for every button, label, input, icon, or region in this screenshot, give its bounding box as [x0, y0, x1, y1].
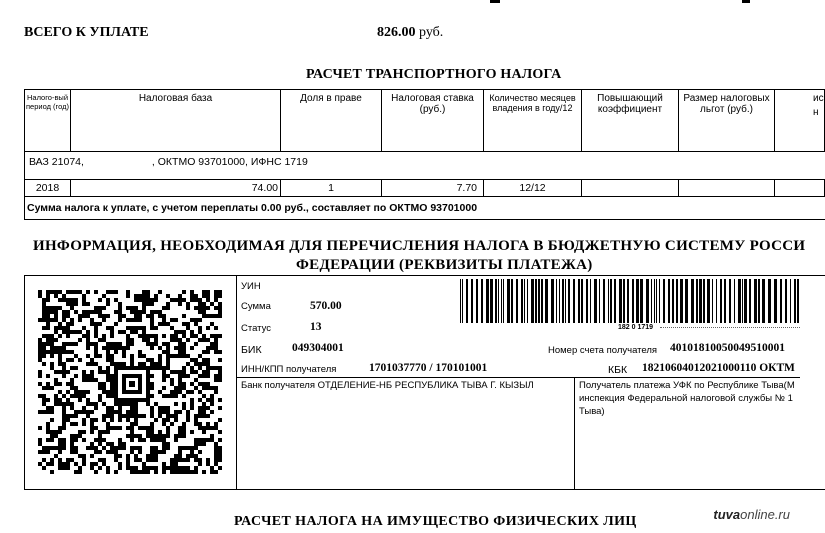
uin-label: УИН — [241, 281, 261, 292]
property-title: РАСЧЕТ НАЛОГА НА ИМУЩЕСТВО ФИЗИЧЕСКИХ ЛИЦ — [234, 514, 637, 529]
transport-title: РАСЧЕТ ТРАНСПОРТНОГО НАЛОГА — [306, 67, 562, 82]
barcode — [460, 279, 800, 325]
inn-value: 1701037770 / 170101001 — [369, 362, 488, 374]
status-label: Статус — [241, 323, 272, 334]
cell-extra — [775, 180, 825, 197]
table-row — [25, 180, 825, 197]
sum-value: 570.00 — [310, 300, 342, 312]
top-remnant — [742, 0, 750, 3]
total-amount-line — [377, 25, 443, 41]
barcode-caption-tail — [660, 327, 800, 330]
header-coef: Повышающий коэффициент — [582, 90, 679, 152]
cell-months: 12/12 — [484, 180, 582, 197]
cell-period: 2018 — [25, 180, 71, 197]
header-benefit: Размер налоговых льгот (руб.) — [679, 90, 775, 152]
kbk-label: КБК — [608, 364, 628, 376]
header-period: Налого-вый период (год) — [25, 90, 71, 152]
vehicle-name: ВАЗ 21074, — [29, 156, 84, 168]
vehicle-row — [25, 152, 825, 180]
cell-base: 74.00 — [71, 180, 281, 197]
header-share: Доля в праве — [281, 90, 382, 152]
barcode-caption: 182 0 1719 — [618, 324, 654, 331]
divider — [574, 377, 575, 489]
total-label: ВСЕГО К УПЛАТЕ — [24, 25, 149, 40]
header-cut: ис н — [775, 90, 825, 152]
account-value: 40101810050049510001 — [670, 342, 785, 354]
kbk-value: 18210604012021000110 ОКТМ — [642, 362, 795, 374]
total-amount: 826.00 — [377, 25, 416, 40]
inn-label: ИНН/КПП получателя — [241, 364, 337, 375]
bank-label: Банк получателя — [241, 380, 315, 391]
payment-title-line1: ИНФОРМАЦИЯ, НЕОБХОДИМАЯ ДЛЯ ПЕРЕЧИСЛЕНИЯ НАЛОГА В БЮДЖЕТНУЮ СИСТЕМУ РОССИ — [33, 238, 806, 254]
bik-label: БИК — [241, 344, 262, 356]
cell-share: 1 — [281, 180, 382, 197]
header-months: Количество месяцев владения в году/12 — [484, 90, 582, 152]
account-label: Номер счета получателя — [548, 345, 658, 356]
cell-rate: 7.70 — [382, 180, 484, 197]
bank-info — [241, 379, 534, 392]
bank-value: ОТДЕЛЕНИЕ-НБ РЕСПУБЛИКА ТЫВА Г. КЫЗЫЛ — [317, 380, 534, 391]
recipient-info: Получатель платежа УФК по Республике Тыва(М инспекция Федеральной налоговой службы № 1 Тыва) — [579, 380, 795, 417]
cell-coef — [582, 180, 679, 197]
transport-table — [24, 89, 825, 220]
qr-code — [38, 290, 222, 474]
sum-line: Сумма налога к уплате, с учетом переплаты 0.00 руб., составляет по ОКТМО 93701000 — [25, 197, 825, 220]
cell-benefit — [679, 180, 775, 197]
payment-title-line2: ФЕДЕРАЦИИ (РЕКВИЗИТЫ ПЛАТЕЖА) — [296, 257, 593, 273]
divider — [236, 377, 800, 378]
divider — [236, 275, 237, 489]
header-rate: Налоговая ставка (руб.) — [382, 90, 484, 152]
sum-label: Сумма — [241, 301, 271, 312]
top-remnant — [490, 0, 500, 3]
watermark: tuvaonline.ru — [713, 507, 790, 522]
header-base: Налоговая база — [71, 90, 281, 152]
status-value: 13 — [310, 321, 322, 333]
vehicle-oktmo: , ОКТМО 93701000, ИФНС 1719 — [151, 156, 308, 168]
bik-value: 049304001 — [292, 342, 344, 354]
total-currency: руб. — [419, 25, 444, 40]
